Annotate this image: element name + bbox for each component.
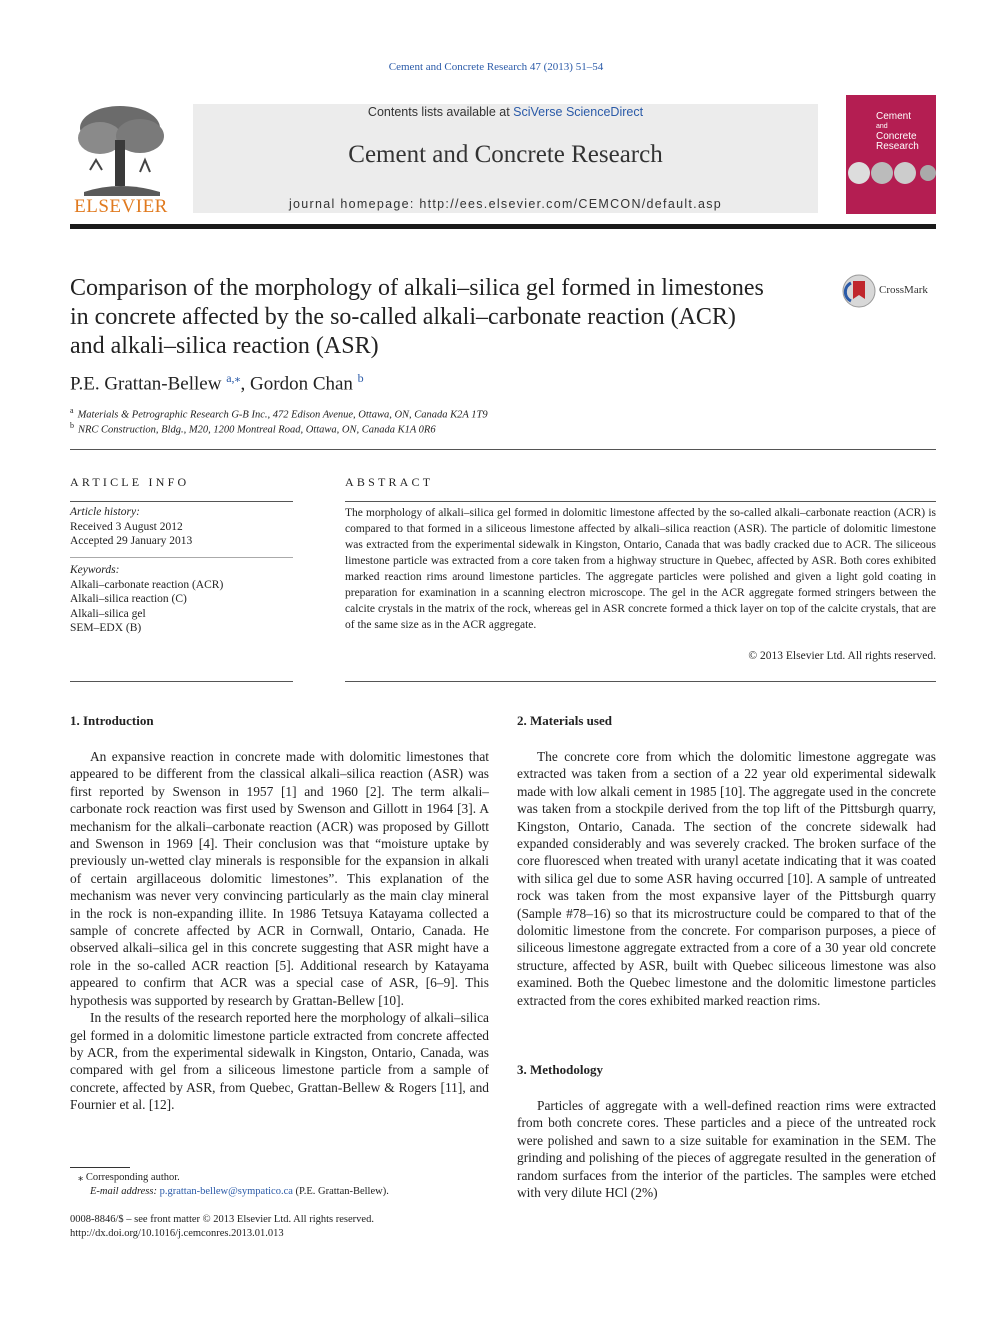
footnote-marker: ⁎	[78, 1172, 84, 1183]
author-separator: ,	[240, 373, 251, 395]
corresponding-author-note	[78, 1171, 180, 1183]
footnote-rule	[70, 1167, 130, 1168]
divider	[70, 449, 936, 450]
paragraph: In the results of the research reported here the morphology of alkali–silica gel formed in a dolomitic limestone particle extracted from concrete affected by ACR, from the experimental sidewalk in Kingston, Ontario, Canada, was compared with gel from a siliceous limestone particle from a sample of concrete, affected by ASR, from Quebec, Grattan-Bellew & Rogers [11], and Fournier et al. [12].	[70, 1010, 489, 1113]
email-label: E-mail address:	[90, 1186, 157, 1197]
abstract-heading: ABSTRACT	[345, 475, 434, 489]
divider	[70, 681, 293, 682]
paragraph: An expansive reaction in concrete made with dolomitic limestones that appeared to be different from the classical alkali–silica reaction (ASR) was first reported by Swenson in 1957 [1] and 1960 [2]. The term alkali–carbonate rock reaction was first used by Swenson and Gillott in 1964 [3]. A mechanism for the alkali–carbonate reaction (ACR) was proposed by Gillott and Swenson in 1969 [4]. Their conclusion was that “moisture uptake by previously un-wetted clay minerals is responsible for the expansion in alkali of certain argillaceous dolomitic limestones”. This explanation of the mechanism was never very convincing particularly as the main clay mineral in the rock is non-expanding illite. In 1986 Tetsuya Katayama collected a sample of concrete affected by ACR in Cornwall, Ontario, Canada. He observed alkali–silica gel in this concrete suggesting that ASR might have a role in the so-called ACR reaction [5]. Additional research by Katayama appeared to confirm that ACR was a special case of ASR, [6–9]. This hypothesis was supported by research by Grattan-Bellew [10].	[70, 749, 489, 1008]
methodology-body	[517, 1097, 936, 1201]
article-history	[70, 505, 293, 549]
crossmark-icon	[841, 273, 877, 309]
cover-title-line: Concrete	[876, 131, 917, 142]
divider	[70, 501, 293, 502]
abstract-copyright: © 2013 Elsevier Ltd. All rights reserved.	[748, 650, 936, 662]
sciencedirect-link[interactable]: SciVerse ScienceDirect	[513, 105, 644, 119]
email-owner: (P.E. Grattan-Bellew).	[295, 1186, 389, 1197]
keywords	[70, 563, 293, 636]
publisher-name: ELSEVIER	[74, 196, 168, 217]
journal-cover-image[interactable]	[846, 95, 936, 214]
section-heading-introduction: 1. Introduction	[70, 713, 154, 728]
crossmark-label: CrossMark	[879, 284, 928, 296]
paragraph: The concrete core from which the dolomitic limestone aggregate was extracted was taken from a section of a 22 year old experimental sidewalk made with low alkali cement in 1985 [10]. The aggregate used in the concrete was taken from a stockpile derived from the top lift of the Pittsburgh quarry, Kingston, Ontario, Canada. The section of the concrete sidewalk had expanded considerably and was severely cracked. The broken surface of the core fluoresced when treated with uranyl acetate indicating that it was coated with silica gel due to some ASR having occurred [10]. A sample of untreated rock was taken from the most expansive layer of the Pittsburgh quarry (Sample #78–16) so that its microstructure could be compared to that of the dolomitic limestone from the concrete. For comparison purposes, a piece of siliceous limestone aggregate extracted from a core of a 30 year old concrete structure, affected by ASR, built with Quebec siliceous limestone was also examined. Both the Quebec limestone and the dolomitic limestone particles extracted from the cores exhibited marked reaction rims.	[517, 749, 936, 1008]
materials-body	[517, 748, 936, 1009]
title-line: Comparison of the morphology of alkali–silica gel formed in limestones	[70, 275, 764, 301]
paragraph: Particles of aggregate with a well-defined reaction rims were extracted from both concrete cores. These particles and a piece of the untreated rock were polished and sawn to a size suitable for examination in the SEM. The grinding and polishing of the pieces of aggregate resulted in the generation of random surfaces from the interior of the particles. The samples were etched with very dilute HCl (2%)	[517, 1098, 936, 1201]
cover-title-line: and	[876, 123, 888, 130]
divider	[345, 681, 936, 682]
keywords-label: Keywords:	[70, 564, 120, 576]
affiliation-marker: b	[70, 421, 74, 430]
section-heading-materials: 2. Materials used	[517, 713, 612, 728]
title-line: in concrete affected by the so-called alkali–carbonate reaction (ACR)	[70, 304, 736, 330]
journal-title: Cement and Concrete Research	[348, 141, 663, 168]
author-affil-marker[interactable]: b	[357, 371, 364, 385]
author-affil-marker[interactable]: a,⁎	[226, 371, 241, 385]
header-rule	[70, 224, 936, 229]
keyword: SEM–EDX (B)	[70, 622, 142, 634]
keyword: Alkali–silica gel	[70, 607, 146, 620]
journal-citation[interactable]: Cement and Concrete Research 47 (2013) 51–54	[388, 61, 604, 73]
history-label: Article history:	[70, 506, 140, 518]
email-link[interactable]: p.grattan-bellew@sympatico.ca	[159, 1186, 293, 1197]
keyword: Alkali–silica reaction (C)	[70, 593, 187, 605]
received-date: Received 3 August 2012	[70, 520, 183, 533]
keyword: Alkali–carbonate reaction (ACR)	[70, 578, 224, 591]
contents-line	[193, 105, 818, 119]
affiliation-text: Materials & Petrographic Research G-B Inc., 472 Edison Avenue, Ottawa, ON, Canada K2A 1T9	[77, 409, 488, 421]
affiliation-marker: a	[70, 406, 74, 415]
divider	[70, 557, 293, 558]
section-heading-methodology: 3. Methodology	[517, 1062, 603, 1077]
crossmark-button[interactable]	[841, 273, 941, 309]
cover-micrographs-icon	[846, 153, 936, 193]
accepted-date: Accepted 29 January 2013	[70, 535, 193, 547]
contents-prefix: Contents lists available at	[367, 105, 514, 119]
author-name: Gordon Chan	[250, 373, 353, 395]
cover-title-line: Cement	[876, 111, 912, 122]
issn-line: 0008-8846/$ – see front matter © 2013 Elsevier Ltd. All rights reserved.	[70, 1214, 374, 1225]
article-info-heading: ARTICLE INFO	[70, 475, 190, 489]
abstract-text: The morphology of alkali–silica gel formed in dolomitic limestone affected by the so-called alkali–carbonate reaction (ACR) is compared to that formed in a siliceous limestone affected by alkali–silica reaction (ASR). The particle of dolomitic limestone was extracted from the experimental sidewalk in Kingston, Ontario, Canada that was badly cracked due to ACR. The siliceous limestone particle was extracted from a core taken from a highway structure in Quebec, affected by ASR. Both cores exhibited marked reaction rims around limestone particles. The aggregate particles were polished and given a light gold coating in preparation for examination in a scanning electron microscope. The gel in the ACR aggregate formed stringers between the calcite crystals in the matrix of the rock, whereas gel in ASR concrete formed a thick layer on top of the calcite crystals, that are of the same size as in the ACR aggregate.	[345, 507, 936, 631]
elsevier-logo[interactable]	[70, 100, 172, 216]
cover-title	[876, 112, 919, 152]
email-note	[90, 1186, 389, 1197]
author-list	[70, 371, 364, 395]
doi-link[interactable]: http://dx.doi.org/10.1016/j.cemconres.2013.01.013	[70, 1228, 284, 1239]
article-title	[70, 274, 830, 361]
cover-title-line: Research	[876, 141, 919, 152]
journal-homepage[interactable]: journal homepage: http://ees.elsevier.com/CEMCON/default.asp	[288, 197, 723, 211]
affiliation	[70, 406, 488, 421]
affiliation-text: NRC Construction, Bldg., M20, 1200 Montreal Road, Ottawa, ON, Canada K1A 0R6	[78, 424, 436, 436]
divider	[345, 501, 936, 502]
title-line: and alkali–silica reaction (ASR)	[70, 333, 379, 359]
introduction-body	[70, 748, 489, 1114]
author-name: P.E. Grattan-Bellew	[70, 373, 222, 395]
affiliation	[70, 421, 436, 436]
footnote-text: Corresponding author.	[85, 1172, 180, 1183]
